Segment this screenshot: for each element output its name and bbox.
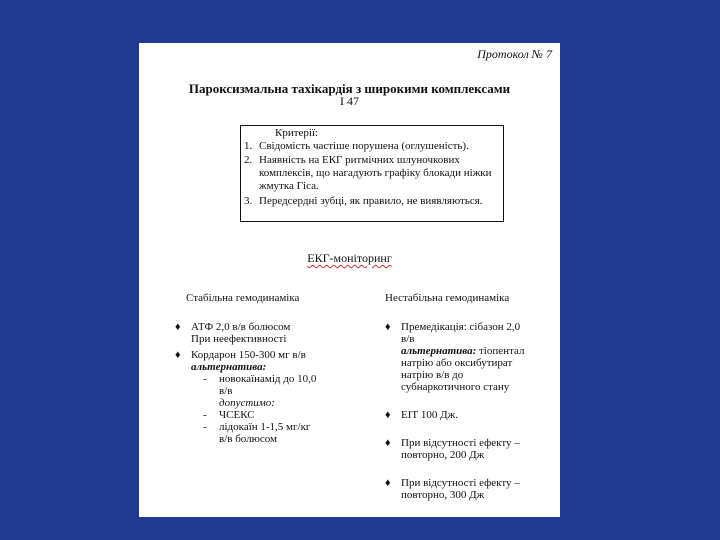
list-subitem <box>175 421 355 445</box>
criteria-text: Передсердні зубці, як правило, не виявляються. <box>259 195 483 207</box>
diamond-bullet-icon: ♦ <box>175 321 181 333</box>
diamond-bullet-icon: ♦ <box>385 321 391 333</box>
item-text: повторно, 300 Дж <box>401 489 485 501</box>
list-item <box>385 409 555 421</box>
item-text: АТФ 2,0 в/в болюсом <box>191 321 291 333</box>
unstable-heading: Нестабільна гемодинаміка <box>385 292 510 304</box>
item-text: в/в болюсом <box>219 433 277 445</box>
item-text: При відсутності ефекту – <box>401 437 520 449</box>
dash-bullet-icon: - <box>203 421 207 433</box>
criteria-number: 1. <box>244 140 253 152</box>
diamond-bullet-icon: ♦ <box>385 409 391 421</box>
diamond-bullet-icon: ♦ <box>175 349 181 361</box>
list-item <box>175 349 355 373</box>
criteria-item <box>244 140 500 153</box>
list-subitem <box>175 409 355 421</box>
item-text: ЕІТ 100 Дж. <box>401 409 458 421</box>
list-item <box>385 437 555 461</box>
list-item <box>385 321 555 393</box>
ecg-heading <box>139 251 560 266</box>
criteria-text: Наявність на ЕКГ ритмічних шлуночкових комплексів, що нагадують графіку блокади ніжки жмутка Гіса. <box>259 154 492 192</box>
item-text: ЧСЕКС <box>219 409 255 421</box>
diamond-bullet-icon: ♦ <box>385 477 391 489</box>
dash-bullet-icon: - <box>203 409 207 421</box>
list-item <box>385 477 555 501</box>
protocol-label: Протокол № 7 <box>477 47 552 61</box>
item-text: Премедікація: сібазон 2,0 <box>401 321 521 333</box>
stable-heading: Стабільна гемодинаміка <box>186 292 300 304</box>
diamond-bullet-icon: ♦ <box>385 437 391 449</box>
list-subitem <box>175 373 355 409</box>
item-text: При неефективності <box>191 333 287 345</box>
criteria-number: 3. <box>244 195 253 207</box>
allowed-label: допустимо: <box>219 397 275 409</box>
alternative-label: альтернатива: <box>401 345 477 357</box>
alternative-label: альтернатива: <box>191 361 267 373</box>
stable-list <box>175 321 355 445</box>
diagnosis-code: I 47 <box>340 94 359 108</box>
ecg-heading-text: ЕКГ-моніторинг <box>307 251 392 265</box>
criteria-text: Свідомість частіше порушена (оглушеність). <box>259 140 469 152</box>
item-text: в/в <box>401 333 415 345</box>
criteria-item <box>244 154 500 193</box>
criteria-item <box>244 195 500 208</box>
criteria-number: 2. <box>244 154 253 166</box>
unstable-list <box>385 321 555 501</box>
item-text: субнаркотичного стану <box>401 381 510 393</box>
slide-page <box>139 43 560 517</box>
item-text: натрію в/в до <box>401 369 464 381</box>
list-item <box>175 321 355 345</box>
criteria-heading: Критерії: <box>275 127 319 139</box>
item-text: повторно, 200 Дж <box>401 449 485 461</box>
item-text: лідокаїн 1-1,5 мг/кг <box>219 421 311 433</box>
item-text: Кордарон 150-300 мг в/в <box>191 349 306 361</box>
item-text: При відсутності ефекту – <box>401 477 520 489</box>
item-text: в/в <box>219 385 233 397</box>
item-text: новокаїнамід до 10,0 <box>219 373 317 385</box>
item-text: натрію або оксибутират <box>401 357 513 369</box>
item-text: тіопентал <box>479 345 525 357</box>
criteria-box <box>240 125 504 222</box>
page-title: Пароксизмальна тахікардія з широкими комплексами <box>188 81 511 96</box>
dash-bullet-icon: - <box>203 373 207 385</box>
